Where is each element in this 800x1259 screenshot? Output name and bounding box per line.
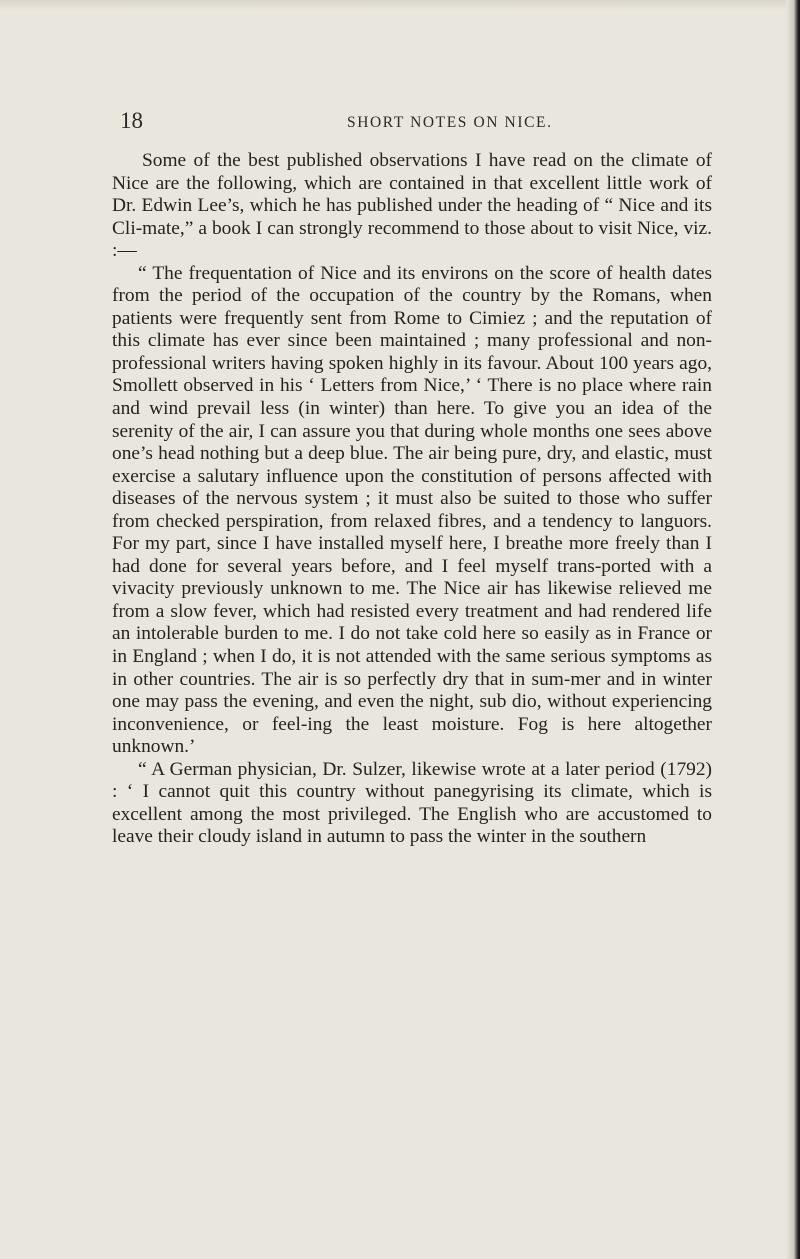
body-text (112, 150, 712, 849)
running-title: SHORT NOTES ON NICE. (347, 114, 553, 131)
running-head (120, 108, 740, 138)
page-edge-top (0, 0, 800, 10)
page-number: 18 (120, 108, 143, 133)
paragraph-quotation-sulzer: “ A German physician, Dr. Sulzer, likewise wrote at a later period (1792) : ‘ I cannot quit this country without panegyrising its climate, which is excellent among the most privileged. The English who are accustomed to leave their cloudy island in autumn to pass the winter in the southern (112, 758, 712, 848)
paragraph-quotation-lee: “ The frequentation of Nice and its environs on the score of health dates from the period of the occupation of the country by the Romans, when patients were frequently sent from Rome to Cimiez ; and the reputation of this climate has ever since been maintained ; many professional and non-professional writers having spoken highly in its favour. About 100 years ago, Smollett observed in his ‘ Letters from Nice,’ ‘ There is no place where rain and wind prevail less (in winter) than here. To give you an idea of the serenity of the air, I can assure you that during whole months one sees above one’s head nothing but a deep blue. The air being pure, dry, and elastic, must exercise a salutary influence upon the constitution of persons affected with diseases of the nervous system ; it must also be suited to those who suffer from checked perspiration, from relaxed fibres, and a tendency to languors. For my part, since I have installed myself here, I breathe more freely than I had done for several years before, and I feel myself trans-ported with a vivacity previously unknown to me. The Nice air has likewise relieved me from a slow fever, which had resisted every treatment and had rendered life an intolerable burden to me. I do not take cold here so easily as in France or in England ; when I do, it is not attended with the same serious symptoms as in other countries. The air is so perfectly dry that in sum-mer and in winter one may pass the evening, and even the night, sub dio, without experiencing inconvenience, or feel-ing the least moisture. Fog is here altogether unknown.’ (112, 262, 712, 758)
paragraph-intro: Some of the best published observations I have read on the climate of Nice are the following, which are contained in that excellent little work of Dr. Edwin Lee’s, which he has published under the heading of “ Nice and its Cli-mate,” a book I can strongly recommend to those about to visit Nice, viz. :— (112, 150, 712, 262)
page-edge-right (786, 0, 800, 1259)
